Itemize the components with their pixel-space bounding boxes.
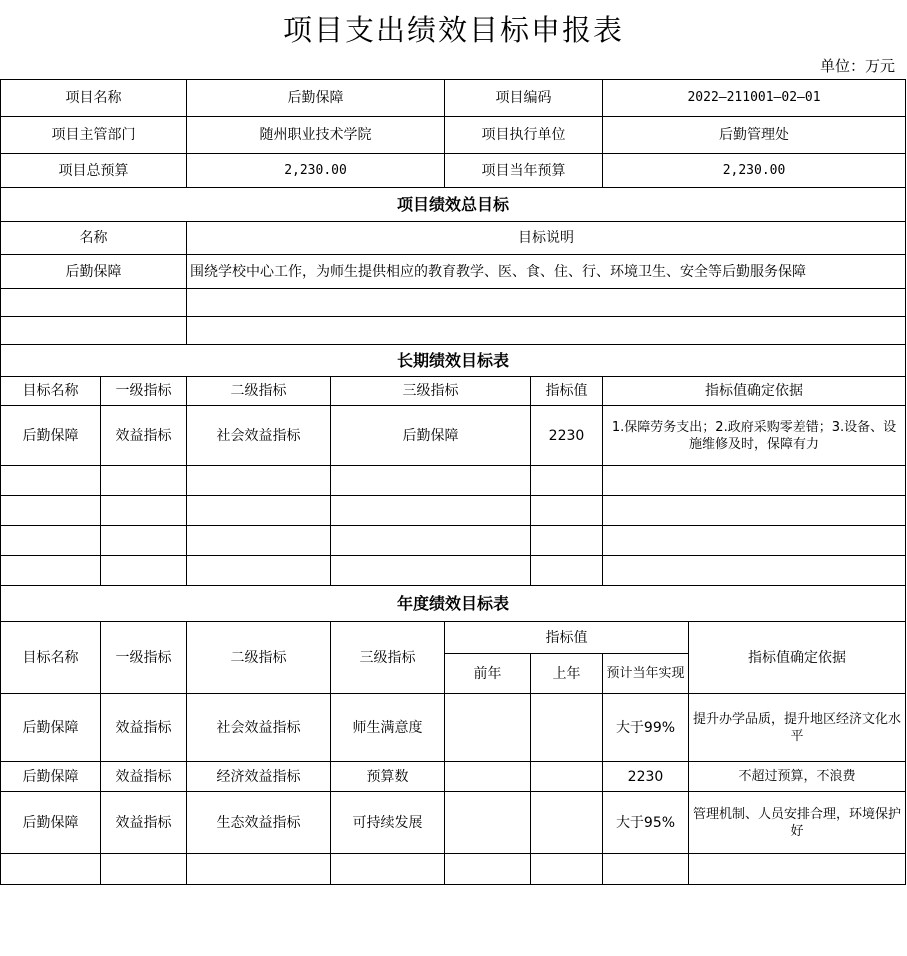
an-current: 大于95% xyxy=(603,792,689,854)
overall-col-name: 名称 xyxy=(1,222,187,255)
empty-row xyxy=(1,556,906,586)
lt-basis: 1.保障劳务支出；2.政府采购零差错；3.设备、设施维修及时，保障有力 xyxy=(603,406,906,466)
an-level1: 效益指标 xyxy=(101,762,187,792)
lt-level3: 后勤保障 xyxy=(331,406,531,466)
lt-header-level2: 二级指标 xyxy=(187,377,331,406)
year-budget-value: 2,230.00 xyxy=(603,154,906,188)
lt-header-goal-name: 目标名称 xyxy=(1,377,101,406)
overall-header-row xyxy=(1,222,906,255)
project-name-value: 后勤保障 xyxy=(187,80,445,117)
an-header-level2: 二级指标 xyxy=(187,622,331,694)
empty-row xyxy=(1,526,906,556)
empty-row xyxy=(1,854,906,885)
lt-level2: 社会效益指标 xyxy=(187,406,331,466)
annual-header-row xyxy=(1,622,906,654)
an-goal-name: 后勤保障 xyxy=(1,694,101,762)
annual-title: 年度绩效目标表 xyxy=(1,586,906,622)
lt-header-level3: 三级指标 xyxy=(331,377,531,406)
empty-row xyxy=(1,466,906,496)
project-name-label: 项目名称 xyxy=(1,80,187,117)
section-header-row xyxy=(1,188,906,222)
lt-header-level1: 一级指标 xyxy=(101,377,187,406)
overall-goal-title: 项目绩效总目标 xyxy=(1,188,906,222)
an-header-basis: 指标值确定依据 xyxy=(689,622,906,694)
form-title: 项目支出绩效目标申报表 xyxy=(282,13,624,47)
an-level2: 生态效益指标 xyxy=(187,792,331,854)
an-level1: 效益指标 xyxy=(101,694,187,762)
an-basis: 提升办学品质，提升地区经济文化水平 xyxy=(689,694,906,762)
lt-value: 2230 xyxy=(531,406,603,466)
info-row xyxy=(1,154,906,188)
lt-goal-name: 后勤保障 xyxy=(1,406,101,466)
total-budget-value: 2,230.00 xyxy=(187,154,445,188)
an-prev1 xyxy=(531,762,603,792)
an-prev1 xyxy=(531,792,603,854)
long-term-header-row xyxy=(1,377,906,406)
an-level3: 可持续发展 xyxy=(331,792,445,854)
an-goal-name: 后勤保障 xyxy=(1,762,101,792)
an-level2: 经济效益指标 xyxy=(187,762,331,792)
overall-row xyxy=(1,255,906,289)
dept-label: 项目主管部门 xyxy=(1,117,187,154)
info-row xyxy=(1,80,906,117)
project-code-value: 2022—211001—02—01 xyxy=(603,80,906,117)
performance-form-table xyxy=(0,79,906,885)
an-header-goal-name: 目标名称 xyxy=(1,622,101,694)
an-basis: 不超过预算，不浪费 xyxy=(689,762,906,792)
an-current: 大于99% xyxy=(603,694,689,762)
year-budget-label: 项目当年预算 xyxy=(445,154,603,188)
an-level3: 预算数 xyxy=(331,762,445,792)
lt-level1: 效益指标 xyxy=(101,406,187,466)
an-header-level3: 三级指标 xyxy=(331,622,445,694)
an-level1: 效益指标 xyxy=(101,792,187,854)
overall-row-name: 后勤保障 xyxy=(1,255,187,289)
an-goal-name: 后勤保障 xyxy=(1,792,101,854)
empty-row xyxy=(1,289,906,317)
unit-label: 单位：万元 xyxy=(819,57,895,75)
info-row xyxy=(1,117,906,154)
an-current: 2230 xyxy=(603,762,689,792)
an-subheader-prev1: 上年 xyxy=(531,654,603,694)
an-basis: 管理机制、人员安排合理，环境保护好 xyxy=(689,792,906,854)
annual-row xyxy=(1,792,906,854)
exec-unit-label: 项目执行单位 xyxy=(445,117,603,154)
overall-col-desc: 目标说明 xyxy=(187,222,906,255)
an-level3: 师生满意度 xyxy=(331,694,445,762)
dept-value: 随州职业技术学院 xyxy=(187,117,445,154)
project-code-label: 项目编码 xyxy=(445,80,603,117)
lt-header-basis: 指标值确定依据 xyxy=(603,377,906,406)
an-subheader-current: 预计当年实现 xyxy=(603,654,689,694)
long-term-row xyxy=(1,406,906,466)
annual-row xyxy=(1,694,906,762)
total-budget-label: 项目总预算 xyxy=(1,154,187,188)
an-level2: 社会效益指标 xyxy=(187,694,331,762)
an-subheader-prev2: 前年 xyxy=(445,654,531,694)
empty-row xyxy=(1,317,906,345)
an-header-level1: 一级指标 xyxy=(101,622,187,694)
an-prev2 xyxy=(445,694,531,762)
lt-header-value: 指标值 xyxy=(531,377,603,406)
an-header-value: 指标值 xyxy=(445,622,689,654)
section-header-row xyxy=(1,586,906,622)
section-header-row xyxy=(1,345,906,377)
an-prev2 xyxy=(445,762,531,792)
empty-row xyxy=(1,496,906,526)
exec-unit-value: 后勤管理处 xyxy=(603,117,906,154)
long-term-title: 长期绩效目标表 xyxy=(1,345,906,377)
overall-row-desc: 围绕学校中心工作，为师生提供相应的教育教学、医、食、住、行、环境卫生、安全等后勤服务保障 xyxy=(187,255,906,289)
an-prev1 xyxy=(531,694,603,762)
annual-row xyxy=(1,762,906,792)
an-prev2 xyxy=(445,792,531,854)
